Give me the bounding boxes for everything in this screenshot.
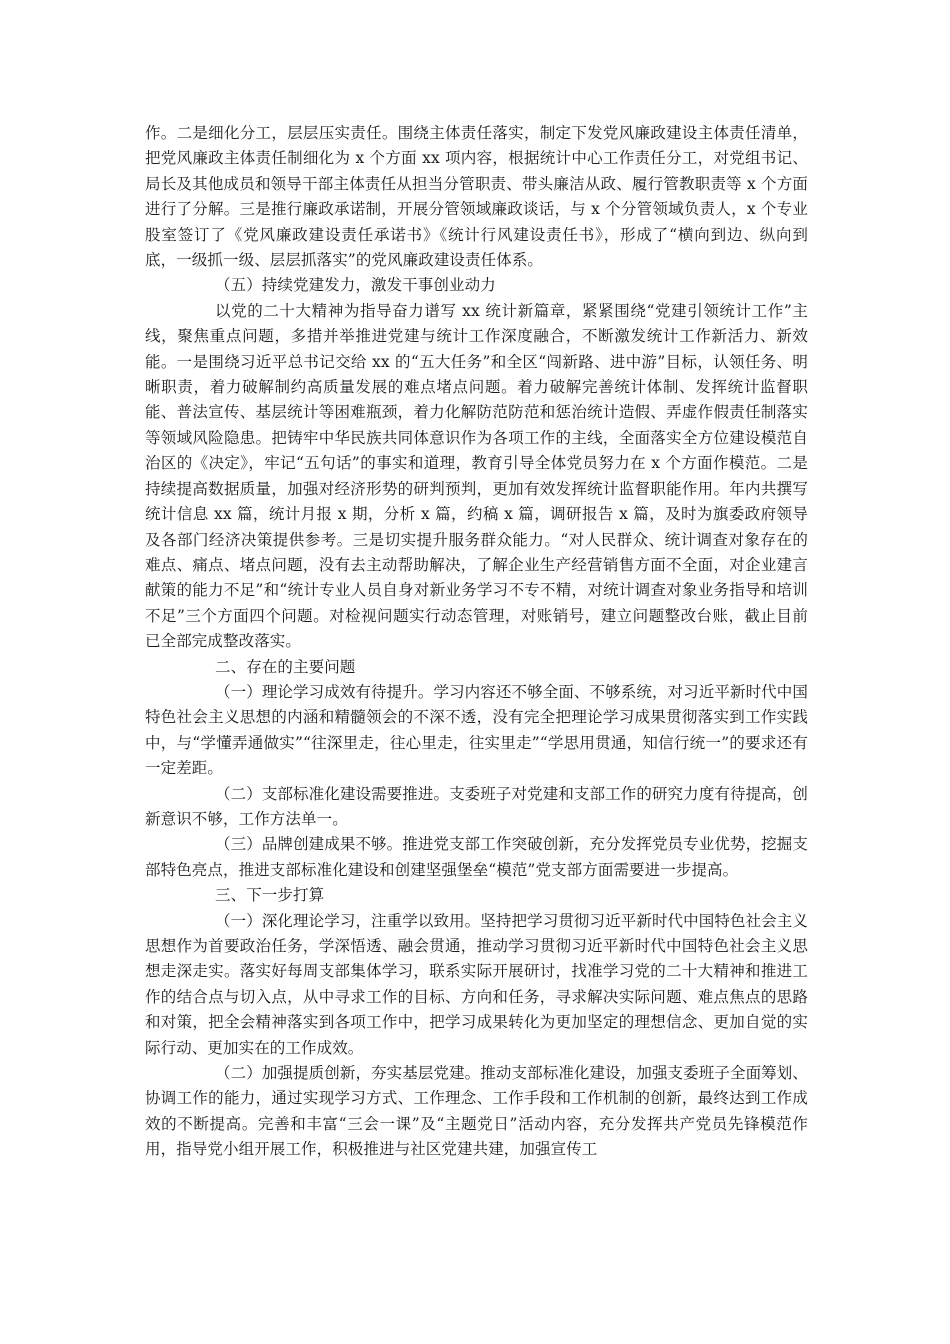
section-subheading-5: （五）持续党建发力，激发干事创业动力 [215,276,496,295]
document-page [145,121,808,1163]
section-heading-next-steps: 三、下一步打算 [215,886,325,905]
paragraph-problem-1: （一）理论学习成效有待提升。学习内容还不够全面、不够系统，对习近平新时代中国特色社会主义思想的内涵和精髓领会的不深不透，没有完全把理论学习成果贯彻落实到工作实践中，与“学懂弄通做实”“往深里走，往心里走，往实里走”“学思用贯通，知信行统一”的要求还有一定差距。 [145,682,808,778]
paragraph-plan-1: （一）深化理论学习，注重学以致用。坚持把学习贯彻习近平新时代中国特色社会主义思想作为首要政治任务，学深悟透、融会贯通，推动学习贯彻习近平新时代中国特色社会主义思想走深走实。落实好每周支部集体学习，联系实际开展研讨，找准学习党的二十大精神和推进工作的结合点与切入点，从中寻求工作的目标、方向和任务，寻求解决实际问题、难点焦点的思路和对策，把全会精神落实到各项工作中，把学习成果转化为更加坚定的理想信念、更加自觉的实际行动、更加实在的工作成效。 [145,911,808,1057]
paragraph-continued: 作。二是细化分工，层层压实责任。围绕主体责任落实，制定下发党风廉政建设主体责任清单，把党风廉政主体责任制细化为 x 个方面 xx 项内容，根据统计中心工作责任分工，对党组书记、局长及其他成员和领导干部主体责任从担当分管职责、带头廉洁从政、履行管教职责等 x 个方面进行了分解。三是推行廉政承诺制，开展分管领域廉政谈话，与 x 个分管领域负责人，x 个专业股室签订了《党风廉政建设责任承诺书》《统计行风建设责任书》，形成了“横向到边、纵向到底，一级抓一级、层层抓落实”的党风廉政建设责任体系。 [145,124,808,270]
paragraph-problem-2: （二）支部标准化建设需要推进。支委班子对党建和支部工作的研究力度有待提高，创新意识不够，工作方法单一。 [145,784,808,828]
section-heading-problems: 二、存在的主要问题 [215,657,356,676]
paragraph-problem-3: （三）品牌创建成果不够。推进党支部工作突破创新，充分发挥党员专业优势，挖掘支部特色亮点，推进支部标准化建设和创建坚强堡垒“模范”党支部方面需要进一步提高。 [145,835,808,879]
paragraph-plan-2: （二）加强提质创新，夯实基层党建。推动支部标准化建设，加强支委班子全面筹划、协调工作的能力，通过实现学习方式、工作理念、工作手段和工作机制的创新，最终达到工作成效的不断提高。完善和丰富“三会一课”及“主题党日”活动内容，充分发挥共产党员先锋模范作用，指导党小组开展工作，积极推进与社区党建共建，加强宣传工 [145,1064,808,1159]
paragraph-party-building: 以党的二十大精神为指导奋力谱写 xx 统计新篇章，紧紧围绕“党建引领统计工作”主线，聚焦重点问题，多措并举推进党建与统计工作深度融合，不断激发统计工作新活力、新效能。一是围绕习近平总书记交给 xx 的“五大任务”和全区“闯新路、进中游”目标，认领任务、明晰职责，着力破解制约高质量发展的难点堵点问题。着力破解完善统计体制、发挥统计监督职能、普法宣传、基层统计等困难瓶颈，着力化解防范防范和惩治统计造假、弄虚作假责任制落实等领域风险隐患。把铸牢中华民族共同体意识作为各项工作的主线，全面落实全方位建设模范自治区的《决定》，牢记“五句话”的事实和道理，教育引导全体党员努力在 x 个方面作模范。二是持续提高数据质量，加强对经济形势的研判预判，更加有效发挥统计监督职能作用。年内共撰写统计信息 xx 篇，统计月报 x 期，分析 x 篇，约稿 x 篇，调研报告 x 篇，及时为旗委政府领导及各部门经济决策提供参考。三是切实提升服务群众能力。“对人民群众、统计调查对象存在的难点、痛点、堵点问题，没有去主动帮助解决，了解企业生产经营销售方面不全面，对企业建言献策的能力不足”和“统计专业人员自身对新业务学习不专不精，对统计调查对象业务指导和培训不足”三个方面四个问题。对检视问题实行动态管理，对账销号，建立问题整改台账，截止目前已全部完成整改落实。 [145,301,808,651]
